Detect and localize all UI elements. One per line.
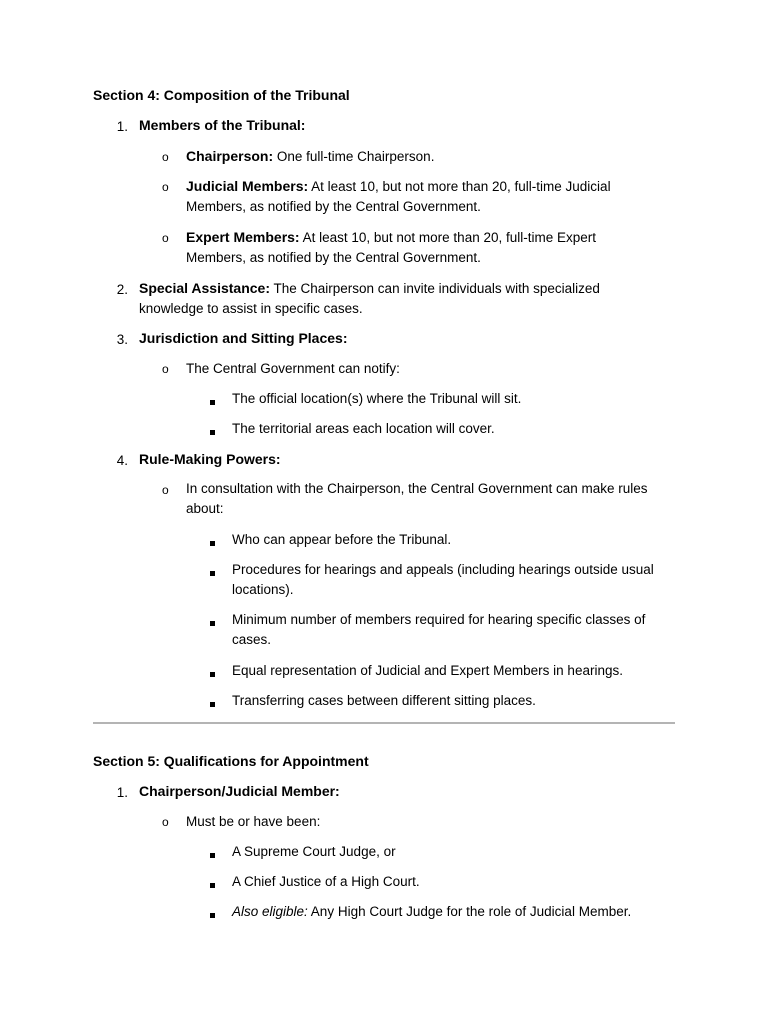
also-eligible-text: Any High Court Judge for the role of Judicial Member. [307, 904, 632, 919]
sub-bullet-marker: o [162, 180, 169, 194]
list-item: Procedures for hearings and appeals (including hearings outside usual locations). [232, 562, 654, 597]
square-bullet [210, 694, 215, 711]
item-title: Special Assistance: [139, 280, 270, 296]
square-bullet [210, 392, 215, 409]
list-item: Must be or have been: [186, 814, 321, 829]
square-bullet [210, 845, 215, 862]
list-item [186, 176, 646, 217]
list-item: Transferring cases between different sitting places. [232, 693, 536, 708]
square-bullet [210, 875, 215, 892]
sub-bullet-marker: o [162, 483, 169, 497]
square-bullet [210, 613, 215, 630]
section-4-heading: Section 4: Composition of the Tribunal [93, 87, 350, 103]
list-number: 2. [116, 282, 128, 297]
sub-bullet-marker: o [162, 231, 169, 245]
square-bullet [210, 533, 215, 550]
list-number: 1. [116, 785, 128, 800]
square-bullet [210, 422, 215, 439]
item-title: Members of the Tribunal: [139, 117, 306, 133]
chairperson-label: Chairperson: [186, 148, 274, 164]
list-item: The territorial areas each location will cover. [232, 421, 495, 436]
sub-bullet-marker: o [162, 362, 169, 376]
list-item: A Supreme Court Judge, or [232, 844, 396, 859]
list-item: Minimum number of members required for hearing specific classes of cases. [232, 612, 646, 647]
judicial-members-text: At least 10, but not more than 20, full-time Judicial Members, as notified by the Central Government. [186, 179, 611, 214]
list-item: In consultation with the Chairperson, the Central Government can make rules about: [186, 481, 648, 516]
square-bullet [210, 664, 215, 681]
item-title: Jurisdiction and Sitting Places: [139, 330, 348, 346]
list-number: 3. [116, 332, 128, 347]
chairperson-text: One full-time Chairperson. [273, 149, 435, 164]
list-number: 1. [116, 119, 128, 134]
list-item: A Chief Justice of a High Court. [232, 874, 420, 889]
judicial-members-label: Judicial Members: [186, 178, 309, 194]
item-title: Rule-Making Powers: [139, 451, 281, 467]
list-item: Who can appear before the Tribunal. [232, 532, 452, 547]
list-item: Equal representation of Judicial and Expert Members in hearings. [232, 663, 623, 678]
sub-bullet-marker: o [162, 150, 169, 164]
expert-members-label: Expert Members: [186, 229, 300, 245]
sub-bullet-marker: o [162, 815, 169, 829]
list-item [139, 278, 619, 319]
item-text: The Chairperson can invite individuals with specialized knowledge to assist in specific cases. [139, 281, 600, 316]
list-item [232, 903, 631, 920]
horizontal-divider [93, 722, 675, 724]
also-eligible-label: Also eligible: [232, 904, 308, 919]
square-bullet [210, 563, 215, 580]
list-item: The Central Government can notify: [186, 361, 400, 376]
square-bullet [210, 905, 215, 922]
list-item [186, 148, 434, 165]
list-number: 4. [116, 453, 128, 468]
expert-members-text: At least 10, but not more than 20, full-time Expert Members, as notified by the Central Government. [186, 230, 597, 265]
list-item: The official location(s) where the Tribunal will sit. [232, 391, 522, 406]
section-5-heading: Section 5: Qualifications for Appointment [93, 753, 369, 769]
item-title: Chairperson/Judicial Member: [139, 783, 340, 799]
list-item [186, 227, 646, 268]
